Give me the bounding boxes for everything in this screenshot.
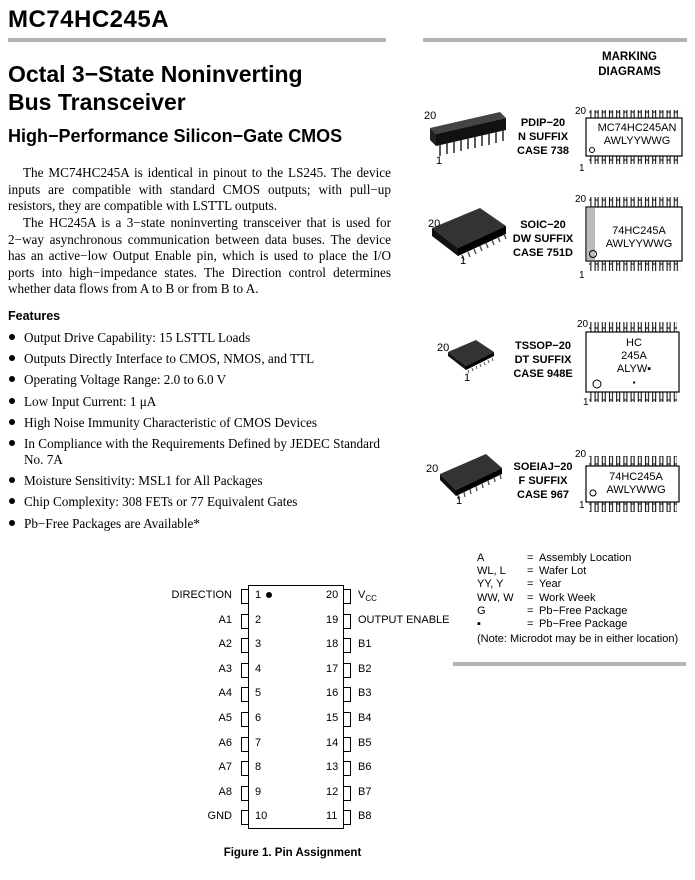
pin-number-right: 12 [326, 785, 339, 798]
pdip-box-pin-1: 1 [579, 163, 585, 174]
pin-number-left: 8 [255, 761, 262, 774]
pin-label-left: A5 [218, 712, 232, 724]
pin-tab [343, 712, 351, 727]
pin-tab [241, 737, 249, 752]
pin-number-right: 11 [326, 810, 338, 823]
tssop-marking-text: HC 245A ALYW▪ ▪ [616, 337, 652, 387]
feature-item: Outputs Directly Interface to CMOS, NMOS, and TTL [8, 351, 398, 367]
pin-number-left: 6 [255, 712, 262, 724]
soeiaj-box-pin-20: 20 [575, 449, 587, 460]
feature-item: Operating Voltage Range: 2.0 to 6.0 V [8, 372, 398, 388]
pin-tab [343, 589, 351, 604]
pin-number-right: 17 [326, 662, 339, 675]
soeiaj-pin-1: 1 [456, 495, 463, 507]
pin-label-left: A7 [218, 761, 232, 774]
feature-item: Pb−Free Packages are Available* [8, 516, 398, 532]
pin-number-left: 4 [255, 662, 262, 675]
intro-paragraph-2: The HC245A is a 3−state noninverting transceiver that is used for 2−way asynchronous communication between data buses. The device has an active−low Output Enable pin, which is used to place the I/O ports into high−impedance states. The Direction control determines whether data flows from A to B or from B to A. [8, 215, 391, 296]
pin-number-right: 19 [326, 613, 339, 626]
pin-tab [241, 589, 249, 604]
pin-label-left: A3 [218, 662, 232, 675]
feature-item: Low Input Current: 1 μA [8, 394, 398, 410]
pin-tab [343, 810, 351, 825]
pin-label-left: DIRECTION [171, 589, 232, 601]
pin-number-left: 7 [255, 736, 262, 749]
soeiaj-pin-20: 20 [426, 463, 439, 475]
intro-paragraph-1: The MC74HC245A is identical in pinout to the LS245. The device inputs are compatible with standard CMOS outputs; with pull−up resistors, they are compatible with LSTTL outputs. [8, 165, 391, 213]
feature-item: Output Drive Capability: 15 LSTTL Loads [8, 330, 398, 346]
title-line-1: Octal 3−State Noninverting [8, 61, 303, 87]
soeiaj-label: SOEIAJ−20 F SUFFIX CASE 967 [513, 461, 573, 501]
title-line-2: Bus Transceiver [8, 89, 186, 115]
soic-pin-1: 1 [460, 255, 467, 267]
pin-tab [343, 638, 351, 653]
pin-number-left: 3 [255, 638, 262, 651]
pin-tab [241, 638, 249, 653]
feature-item: In Compliance with the Requirements Defined by JEDEC Standard No. 7A [8, 436, 398, 468]
pin-tab [241, 786, 249, 801]
pin-label-left: A6 [218, 736, 232, 749]
pin-label-left: A1 [218, 613, 232, 626]
page-subtitle: High−Performance Silicon−Gate CMOS [8, 126, 343, 146]
pin-label-right: B2 [358, 662, 372, 675]
pdip-pin-1: 1 [436, 155, 443, 167]
soeiaj-marking-text: 74HC245A AWLYWWG [606, 471, 666, 496]
pdip-marking-text: MC74HC245AN AWLYYWWG [597, 122, 677, 147]
soeiaj-box-pin-1: 1 [579, 500, 585, 511]
marking-diagrams-title: MARKING DIAGRAMS [598, 51, 661, 78]
pin-tab [241, 810, 249, 825]
pin-label-right: OUTPUT ENABLE [358, 613, 450, 626]
soic-label: SOIC−20 DW SUFFIX CASE 751D [512, 219, 574, 259]
pin-label-right: B1 [358, 638, 372, 651]
tssop-label: TSSOP−20 DT SUFFIX CASE 948E [513, 340, 573, 380]
pin-tab [343, 687, 351, 702]
pin-label-right: B8 [358, 810, 372, 823]
pin-tab [343, 761, 351, 776]
pin-label-left: A4 [218, 687, 232, 700]
pin-label-right: B7 [358, 785, 372, 798]
pin-number-right: 20 [326, 589, 339, 601]
pin-tab [343, 663, 351, 678]
pin-number-right: 14 [326, 736, 339, 749]
pin-label-left: A8 [218, 785, 232, 798]
pin-label-right: B3 [358, 687, 372, 700]
figure-caption: Figure 1. Pin Assignment [223, 847, 362, 859]
pin-label-right: B6 [358, 761, 372, 774]
pdip-pin-20: 20 [424, 110, 437, 122]
pin-number-right: 13 [326, 761, 339, 774]
tssop-box-pin-1: 1 [583, 397, 589, 408]
marking-legend: A = Assembly Location WL, L = Wafer Lot YY, Y = Year WW, W = Work Week G = Pb−Free Package ▪ = Pb−Free Package (Note: Microdot may be in either location) [477, 552, 679, 645]
pin-tab [241, 761, 249, 776]
pin-label-right: B4 [358, 712, 372, 724]
pin1-dot-icon [266, 592, 272, 598]
pin-label-right: B5 [358, 736, 372, 749]
part-number: MC74HC245A [8, 6, 170, 33]
pin-number-left: 10 [255, 810, 268, 823]
pin-number-right: 15 [326, 712, 339, 724]
pin-number-left: 9 [255, 785, 262, 798]
pin-tab [343, 737, 351, 752]
soic-box-pin-1: 1 [579, 270, 585, 281]
tssop-pin-20: 20 [437, 342, 450, 354]
pin-label-left: A2 [218, 638, 232, 651]
pin-tab [343, 614, 351, 629]
pin-number-left: 5 [255, 687, 262, 700]
pdip-box-pin-20: 20 [575, 106, 587, 117]
pin-number-left: 2 [255, 613, 262, 626]
pin-number-right: 18 [326, 638, 339, 651]
pin-number-left: 1 [255, 589, 262, 601]
pin-label-right: $V_{CC}$ [358, 589, 377, 604]
pdip-label: PDIP−20 N SUFFIX CASE 738 [517, 117, 569, 157]
features-heading: Features [8, 309, 61, 323]
pin-label-left: GND [207, 810, 232, 823]
tssop-pin-1: 1 [464, 372, 471, 384]
tssop-box-pin-20: 20 [577, 319, 589, 330]
soic-pin-20: 20 [428, 218, 441, 230]
pin-tab [241, 663, 249, 678]
pin-tab [241, 614, 249, 629]
feature-item: High Noise Immunity Characteristic of CMOS Devices [8, 415, 398, 431]
pin-tab [241, 687, 249, 702]
pin-tab [343, 786, 351, 801]
soic-box-pin-20: 20 [575, 194, 587, 205]
feature-item: Chip Complexity: 308 FETs or 77 Equivalent Gates [8, 494, 398, 510]
pin-tab [241, 712, 249, 727]
soic-marking-text: 74HC245A AWLYYWWG [605, 225, 673, 250]
pin-number-right: 16 [326, 687, 339, 700]
feature-item: Moisture Sensitivity: MSL1 for All Packages [8, 473, 398, 489]
